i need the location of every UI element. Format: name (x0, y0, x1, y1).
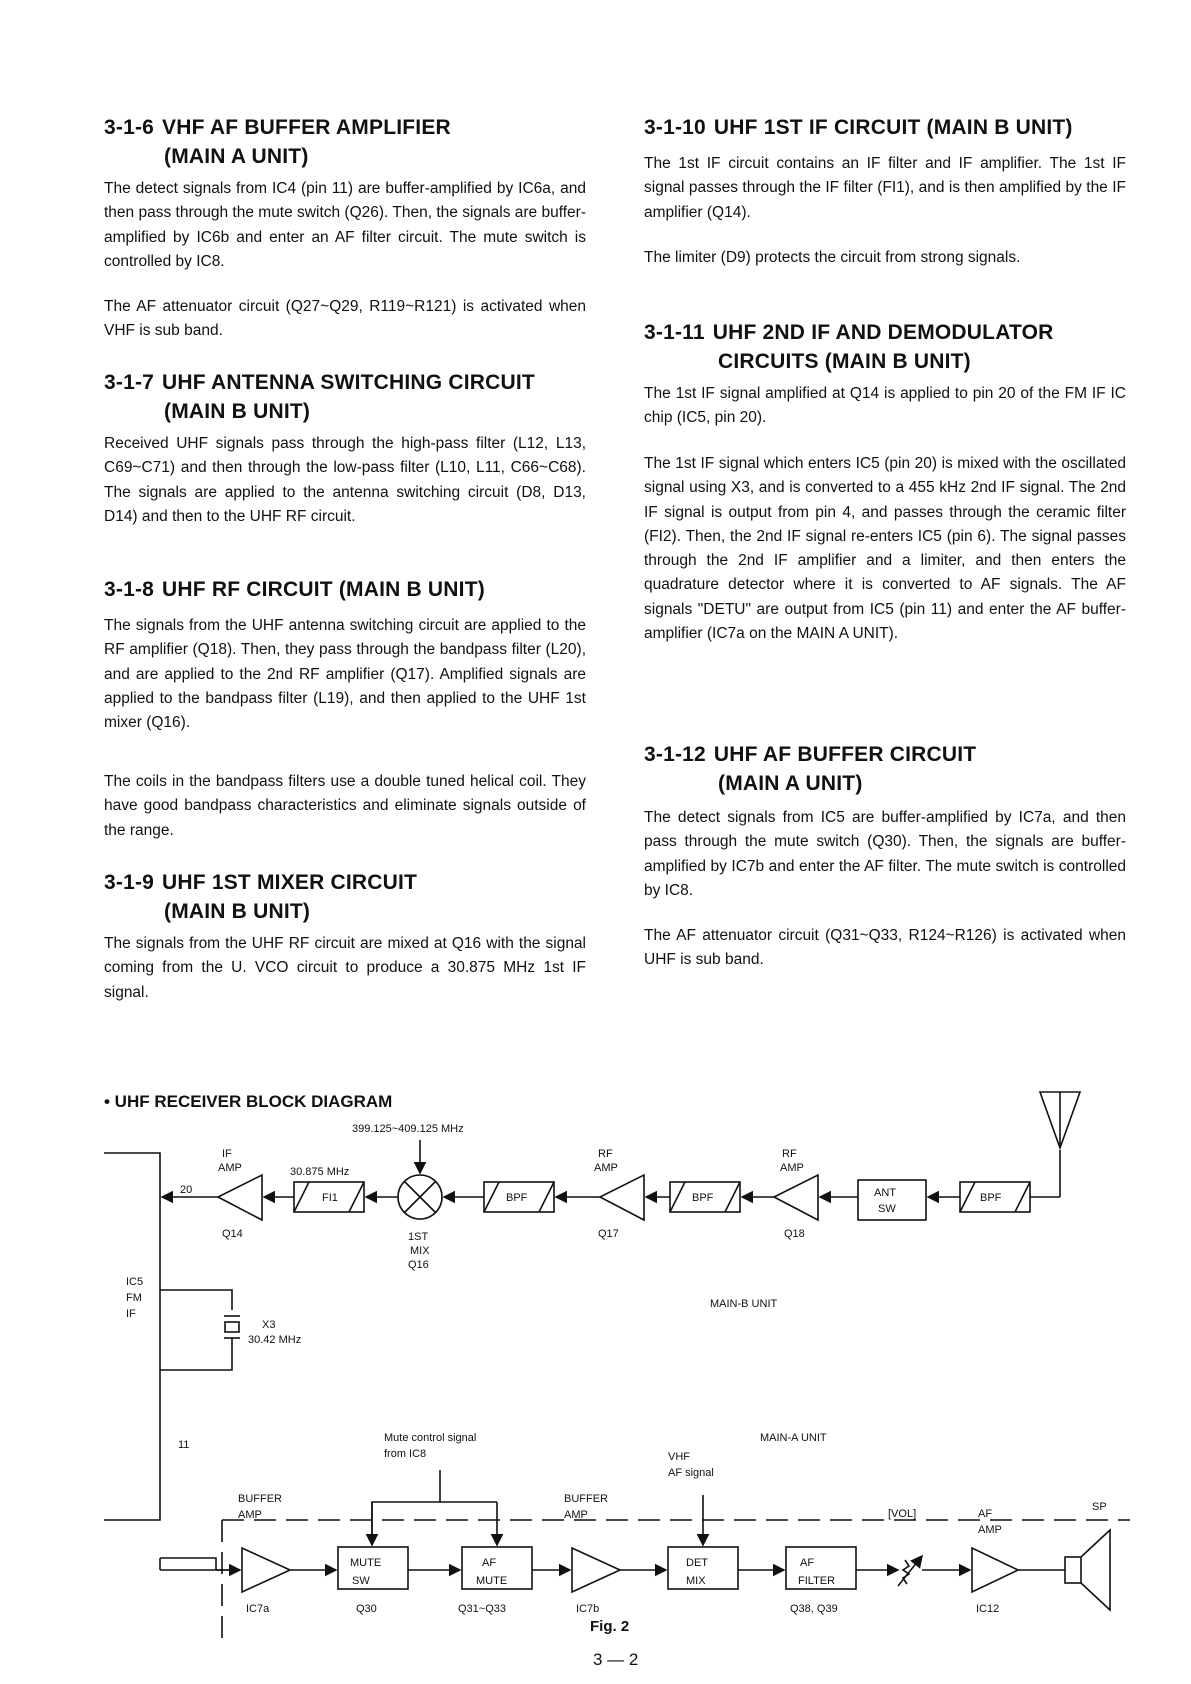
paragraph: The limiter (D9) protects the circuit from strong signals. (644, 249, 1021, 266)
mute-ctrl-label: Mute control signal (384, 1432, 477, 1444)
ic7b-label: IC7b (576, 1603, 600, 1615)
rf-amp-q17 (600, 1175, 644, 1220)
af-amp-label: AF (978, 1508, 993, 1520)
bpf-label: BPF (692, 1192, 714, 1204)
buffer-amp-ic7a (242, 1548, 290, 1592)
heading-3-1-10: 3-1-10 UHF 1ST IF CIRCUIT (MAIN B UNIT) (644, 116, 1073, 139)
bpf-label: BPF (506, 1192, 528, 1204)
vhf-af-label: VHF (668, 1451, 690, 1463)
main-b-label: MAIN-B UNIT (710, 1298, 778, 1310)
if-freq-label: 30.875 MHz (290, 1166, 350, 1178)
af-amp-ic12 (972, 1548, 1018, 1592)
q17-label: Q17 (598, 1228, 619, 1240)
heading-3-1-9: 3-1-9 UHF 1ST MIXER CIRCUIT (MAIN B UNIT) (104, 871, 418, 923)
main-a-label: MAIN-A UNIT (760, 1432, 827, 1444)
pin20-label: 20 (180, 1184, 193, 1196)
af-filter-label: FILTER (798, 1575, 836, 1587)
buffer-amp-label: BUFFER (564, 1493, 608, 1505)
heading-3-1-12: 3-1-12 UHF AF BUFFER CIRCUIT (MAIN A UNIT) (644, 743, 977, 795)
ic5-label: FM (126, 1292, 142, 1304)
mute-sw-label: SW (352, 1575, 370, 1587)
q14-label: Q14 (222, 1228, 243, 1240)
buffer-amp-ic7b (572, 1548, 620, 1592)
rf-amp-label: AMP (780, 1162, 804, 1174)
heading-3-1-6: 3-1-6 VHF AF BUFFER AMPLIFIER (MAIN A UNIT) (104, 116, 451, 168)
x3-freq-label: 30.42 MHz (248, 1334, 302, 1346)
ant-sw-label: SW (878, 1203, 896, 1215)
af-mute-label: AF (482, 1557, 497, 1569)
vhf-af-label: AF signal (668, 1467, 714, 1479)
paragraph: The 1st IF signal which enters IC5 (pin 20) is mixed with the oscillated signal using X3, and is converted to a 455 kHz 2nd IF signal. The 2nd IF signal is output from pin 4, and passes through the ceramic filter (FI2). Then, the 2nd IF signal re-enters IC5 (pin 6). The signal passes through the 2nd IF amplifier and a limiter, and then enters the quadrature detector where it is converted to AF signals. The AF signals "DETU" are output from IC5 (pin 11) and enter the AF buffer-amplifier (IC7a on the MAIN A UNIT). (644, 455, 1126, 643)
vol-label: [VOL] (888, 1508, 917, 1520)
af-filter-label: AF (800, 1557, 815, 1569)
pin11-label: 11 (178, 1439, 190, 1451)
if-amp-label: AMP (218, 1162, 242, 1174)
mute-ctrl-label: from IC8 (384, 1448, 427, 1460)
mute-sw-label: MUTE (350, 1557, 382, 1569)
ic12-label: IC12 (976, 1603, 1000, 1615)
heading-3-1-8: 3-1-8 UHF RF CIRCUIT (MAIN B UNIT) (104, 578, 485, 601)
if-amp-label: IF (222, 1148, 232, 1160)
paragraph: The signals from the UHF antenna switching circuit are applied to the RF amplifier (Q18). Then, they pass through the bandpass filter (L20), and are applied to the 2nd RF amplifier (Q17). Amplified signals are applied to the bandpass filter (L19), and then applied to the UHF 1st mixer (Q16). (104, 617, 586, 732)
paragraph: The signals from the UHF RF circuit are mixed at Q16 with the signal coming from the U. VCO circuit to produce a 30.875 MHz 1st IF signal. (104, 935, 586, 1001)
figure-caption: Fig. 2 (590, 1618, 630, 1635)
heading-3-1-7: 3-1-7 UHF ANTENNA SWITCHING CIRCUIT (MAIN B UNIT) (104, 371, 535, 423)
x3-crystal (225, 1322, 239, 1332)
q16-label: Q16 (408, 1259, 429, 1271)
paragraph: The detect signals from IC5 are buffer-amplified by IC7a, and then pass through the mute switch (Q30). Then, the signals are buffer-amplified by IC7b and enter the AF filter. The mute switch is controlled by IC8. (644, 809, 1126, 899)
diagram-title: • UHF RECEIVER BLOCK DIAGRAM (104, 1092, 393, 1111)
af-amp-label: AMP (978, 1524, 1002, 1536)
x3-label: X3 (262, 1319, 276, 1331)
ant-sw-label: ANT (874, 1187, 896, 1199)
mix-label: MIX (410, 1245, 430, 1257)
rf-amp-label: RF (782, 1148, 797, 1160)
volume-icon (898, 1556, 922, 1586)
q18-label: Q18 (784, 1228, 805, 1240)
paragraph: The 1st IF signal amplified at Q14 is applied to pin 20 of the FM IF IC chip (IC5, pin 20). (644, 385, 1126, 427)
rf-amp-label: AMP (594, 1162, 618, 1174)
ic5-block-edge (104, 1153, 160, 1520)
buffer-amp-label: AMP (564, 1509, 588, 1521)
paragraph: The detect signals from IC4 (pin 11) are buffer-amplified by IC6a, and then pass through the mute switch (Q26). Then, the signals are buffer-amplified by IC6b and enter an AF filter circuit. The mute switch is controlled by IC8. (104, 180, 586, 270)
q30-label: Q30 (356, 1603, 377, 1615)
paragraph: The AF attenuator circuit (Q27~Q29, R119~R121) is activated when VHF is sub band. (104, 298, 586, 340)
sp-label: SP (1092, 1501, 1107, 1513)
page-number: 3 — 2 (593, 1650, 639, 1669)
heading-3-1-11: 3-1-11 UHF 2ND IF AND DEMODULATOR CIRCUITS (MAIN B UNIT) (644, 321, 1054, 373)
buffer-amp-label: BUFFER (238, 1493, 282, 1505)
ic5-label: IC5 (126, 1276, 144, 1288)
speaker-icon (1065, 1557, 1081, 1583)
paragraph: The coils in the bandpass filters use a double tuned helical coil. They have good bandpass characteristics and eliminate signals outside of the range. (104, 773, 586, 839)
if-amp-q14 (218, 1175, 262, 1220)
buffer-amp-label: AMP (238, 1509, 262, 1521)
fi1-label: FI1 (322, 1192, 338, 1204)
vco-freq-label: 399.125~409.125 MHz (352, 1123, 464, 1135)
rf-amp-q18 (774, 1175, 818, 1220)
antenna-icon (1040, 1092, 1080, 1148)
af-mute-label: MUTE (476, 1575, 508, 1587)
rf-amp-label: RF (598, 1148, 613, 1160)
ic7a-label: IC7a (246, 1603, 270, 1615)
det-mix-label: DET (686, 1557, 708, 1569)
paragraph: The AF attenuator circuit (Q31~Q33, R124~R126) is activated when UHF is sub band. (644, 927, 1126, 969)
mix-label: 1ST (408, 1231, 429, 1243)
paragraph: Received UHF signals pass through the high-pass filter (L12, L13, C69~C71) and then through the low-pass filter (L10, L11, C66~C68). The signals are applied to the antenna switching circuit (D8, D13, D14) and then to the UHF RF circuit. (104, 435, 586, 525)
ic5-label: IF (126, 1308, 136, 1320)
paragraph: The 1st IF circuit contains an IF filter and IF amplifier. The 1st IF signal passes through the IF filter (FI1), and is then amplified by the IF amplifier (Q14). (644, 155, 1126, 221)
det-mix-label: MIX (686, 1575, 706, 1587)
bpf-label: BPF (980, 1192, 1002, 1204)
q31-33-label: Q31~Q33 (458, 1603, 507, 1615)
q38-39-label: Q38, Q39 (790, 1603, 838, 1615)
